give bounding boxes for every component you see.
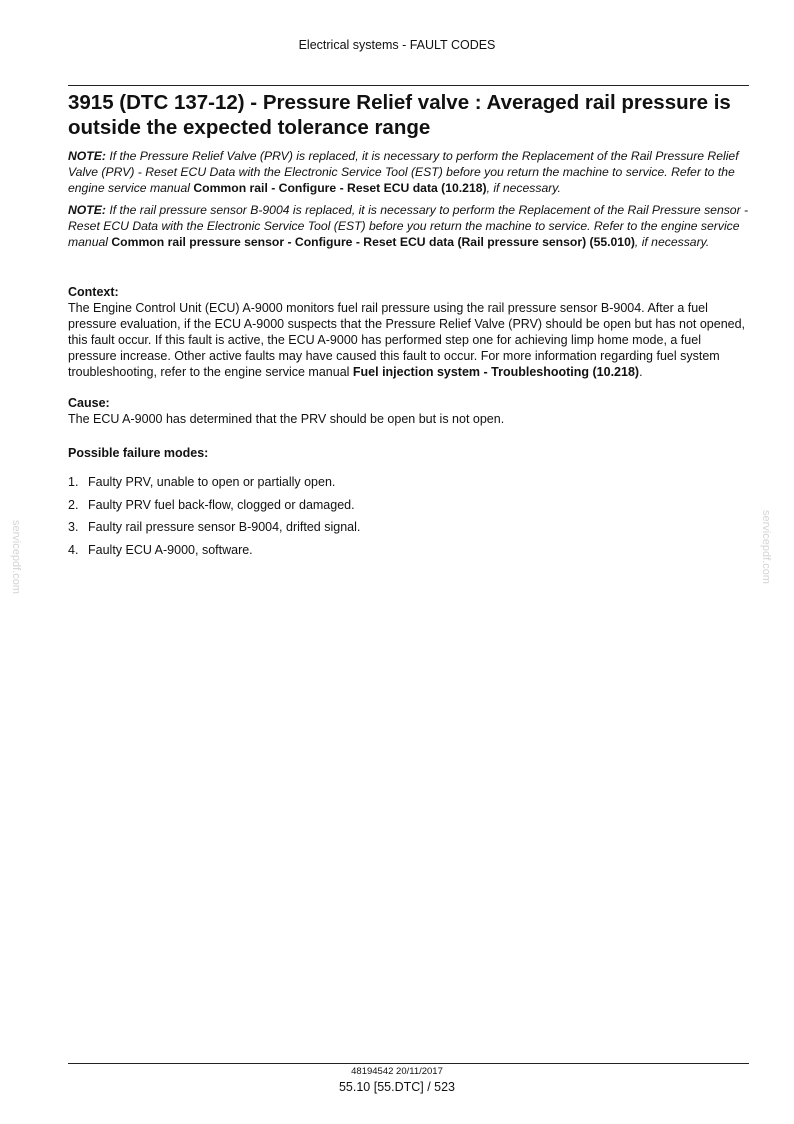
note-suffix: , if necessary. bbox=[634, 235, 710, 249]
list-item-text: Faulty PRV, unable to open or partially open. bbox=[88, 475, 336, 489]
footer-doc-id: 48194542 20/11/2017 bbox=[351, 1066, 443, 1077]
list-item bbox=[68, 542, 360, 565]
cause-text: The ECU A-9000 has determined that the PRV should be open but is not open. bbox=[68, 412, 505, 426]
list-item-number: 2. bbox=[68, 497, 79, 512]
context-suffix: . bbox=[639, 365, 643, 379]
cause-section bbox=[68, 395, 749, 427]
note-label: NOTE: bbox=[68, 203, 106, 217]
list-item-number: 1. bbox=[68, 475, 79, 489]
failure-modes-list bbox=[68, 474, 360, 564]
note-prv-replacement bbox=[68, 148, 749, 196]
watermark-left: servicepdf.com bbox=[10, 520, 22, 594]
context-heading: Context: bbox=[68, 285, 119, 299]
list-item bbox=[68, 497, 360, 520]
list-item-text: Faulty ECU A-9000, software. bbox=[88, 542, 253, 557]
list-item-number: 3. bbox=[68, 520, 79, 534]
list-item-text: Faulty rail pressure sensor B-9004, drifted signal. bbox=[88, 520, 361, 534]
page-title: 3915 (DTC 137-12) - Pressure Relief valve : Averaged rail pressure is outside the expected tolerance range bbox=[68, 91, 731, 139]
page-header: Electrical systems - FAULT CODES bbox=[298, 38, 496, 52]
note-suffix: , if necessary. bbox=[486, 181, 561, 195]
note-text: If the rail pressure sensor B-9004 is replaced, it is necessary to perform the Replacement of the Rail Pressure sensor - Reset ECU Data with the Electronic Service Tool (EST) before you return the machine to service. Refer to the engine service manual bbox=[68, 203, 749, 249]
footer-page-number: 55.10 [55.DTC] / 523 bbox=[338, 1080, 456, 1094]
cause-heading: Cause: bbox=[68, 396, 110, 410]
list-item bbox=[68, 474, 360, 497]
failure-modes-heading: Possible failure modes: bbox=[68, 446, 209, 460]
list-item-number: 4. bbox=[68, 542, 79, 557]
note-text: If the Pressure Relief Valve (PRV) is replaced, it is necessary to perform the Replacement of the Rail Pressure Relief Valve (PRV) - Reset ECU Data with the Electronic Service Tool (EST) before you return the machine to service. Refer to the engine service manual bbox=[68, 149, 739, 195]
list-item-text: Faulty PRV fuel back-flow, clogged or damaged. bbox=[88, 497, 355, 512]
note-reference: Common rail - Configure - Reset ECU data (10.218) bbox=[193, 181, 487, 195]
context-text bbox=[68, 300, 749, 380]
list-item bbox=[68, 519, 360, 542]
footer-rule bbox=[68, 1063, 749, 1064]
note-label: NOTE: bbox=[68, 149, 106, 163]
context-section bbox=[68, 284, 749, 380]
watermark-right: servicepdf.com bbox=[760, 510, 772, 584]
failure-modes-heading-block bbox=[68, 445, 749, 461]
header-rule bbox=[68, 85, 749, 86]
note-reference: Common rail pressure sensor - Configure - Reset ECU data (Rail pressure sensor) (55.010) bbox=[111, 235, 635, 249]
context-body: The Engine Control Unit (ECU) A-9000 monitors fuel rail pressure using the rail pressure sensor B-9004. After a fuel pressure evaluation, if the ECU A-9000 suspects that the Pressure Relief Valve (PRV) should be open but has not opened, this fault occur. If this fault is active, the ECU A-9000 has performed step one for achieving limp home mode, a fuel pressure increase. Other active faults may have caused this fault to occur. For more information regarding fuel system troubleshooting, refer to the engine service manual bbox=[68, 301, 746, 379]
context-reference: Fuel injection system - Troubleshooting (10.218) bbox=[352, 365, 640, 379]
note-sensor-replacement bbox=[68, 202, 749, 250]
